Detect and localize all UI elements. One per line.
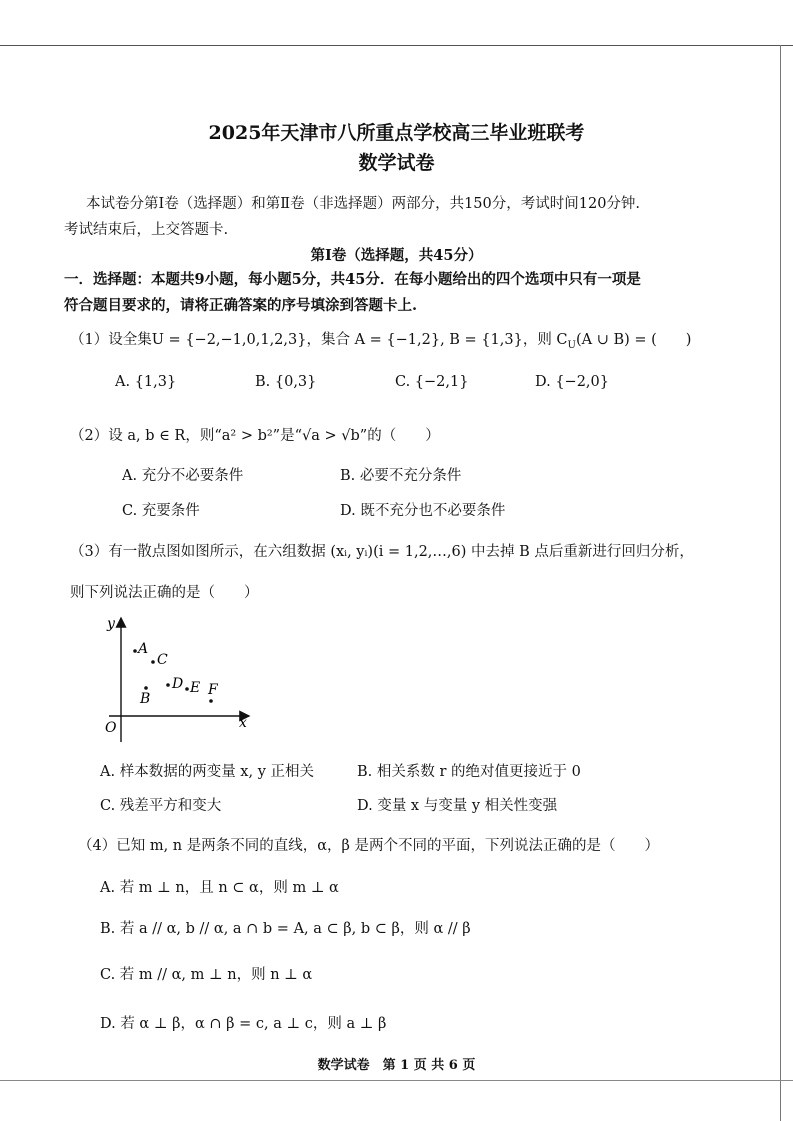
point-b [144, 686, 148, 690]
q2-stem: （2）设 a, b ∈ R，则“a² > b²”是“√a > √b”的（ ） [70, 428, 440, 444]
q1-option-c: C. {−2,1} [395, 374, 469, 390]
part-instruction-line-1: 一．选择题：本题共9小题，每小题5分，共45分．在每小题给出的四个选项中只有一项是 [64, 271, 641, 288]
q1-stem [70, 328, 691, 351]
point-a-label: A [138, 641, 149, 657]
q1-option-b: B. {0,3} [255, 374, 317, 390]
q3-option-d: D. 变量 x 与变量 y 相关性变强 [357, 798, 558, 814]
q1-stem-main: （1）设全集U = {−2,−1,0,1,2,3}，集合 A = {−1,2}, B = {1,3}，则 C [70, 332, 568, 348]
q3-stem-line-1: （3）有一散点图如图所示，在六组数据 (xᵢ, yᵢ)(i = 1,2,…,6) 中去掉 B 点后重新进行回归分析， [70, 544, 694, 560]
origin-label: O [105, 720, 117, 736]
q3-option-b: B. 相关系数 r 的绝对值更接近于 0 [357, 764, 581, 780]
q2-option-b: B. 必要不充分条件 [340, 468, 462, 484]
section-title: 第Ⅰ卷（选择题，共45分） [310, 247, 483, 264]
intro-line-1: 本试卷分第Ⅰ卷（选择题）和第Ⅱ卷（非选择题）两部分，共150分，考试时间120分钟. [86, 196, 641, 212]
q3-option-c: C. 残差平方和变大 [100, 798, 222, 814]
point-b-label: B [140, 691, 151, 707]
q4-option-c: C. 若 m // α, m ⊥ n，则 n ⊥ α [100, 967, 313, 983]
q4-option-d: D. 若 α ⊥ β，α ∩ β = c, a ⊥ c，则 a ⊥ β [100, 1016, 387, 1032]
q2-option-a: A. 充分不必要条件 [122, 468, 244, 484]
part-instruction-line-2: 符合题目要求的，请将正确答案的序号填涂到答题卡上. [64, 297, 418, 314]
point-e [185, 687, 189, 691]
q4-stem: （4）已知 m, n 是两条不同的直线，α，β 是两个不同的平面，下列说法正确的是（ ） [78, 838, 660, 854]
point-c-label: C [157, 652, 168, 668]
q1-stem-sub: U [567, 339, 576, 351]
q3-stem-line-2: 则下列说法正确的是（ ） [70, 585, 259, 601]
q1-option-a: A. {1,3} [115, 374, 177, 390]
point-c [151, 660, 155, 664]
x-axis-label: x [239, 715, 247, 731]
point-d-label: D [172, 676, 184, 692]
point-e-label: E [190, 680, 201, 696]
exam-title: 2025年天津市八所重点学校高三毕业班联考 [208, 122, 585, 144]
q1-option-d: D. {−2,0} [535, 374, 609, 390]
exam-subtitle: 数学试卷 [358, 152, 435, 174]
page-border-bottom [0, 1080, 793, 1081]
point-f [209, 699, 213, 703]
q1-stem-tail: (A ∪ B) = ( ) [575, 332, 692, 348]
q3-option-a: A. 样本数据的两变量 x, y 正相关 [100, 764, 314, 780]
intro-line-2: 考试结束后，上交答题卡. [64, 222, 229, 238]
page-border-right [780, 45, 781, 1121]
page-footer: 数学试卷 第 1 页 共 6 页 [317, 1058, 476, 1073]
q4-option-b: B. 若 a // α, b // α, a ∩ b = A, a ⊂ β, b ⊂ β，则 α // β [100, 921, 471, 937]
q2-option-c: C. 充要条件 [122, 503, 200, 519]
page-border-top [0, 45, 793, 46]
q2-option-d: D. 既不充分也不必要条件 [340, 503, 506, 519]
point-a [133, 649, 137, 653]
point-d [166, 683, 170, 687]
point-f-label: F [208, 682, 218, 698]
q3-scatter-plot [95, 612, 265, 742]
q4-option-a: A. 若 m ⊥ n，且 n ⊂ α，则 m ⊥ α [100, 880, 339, 896]
y-axis-label: y [107, 616, 115, 632]
